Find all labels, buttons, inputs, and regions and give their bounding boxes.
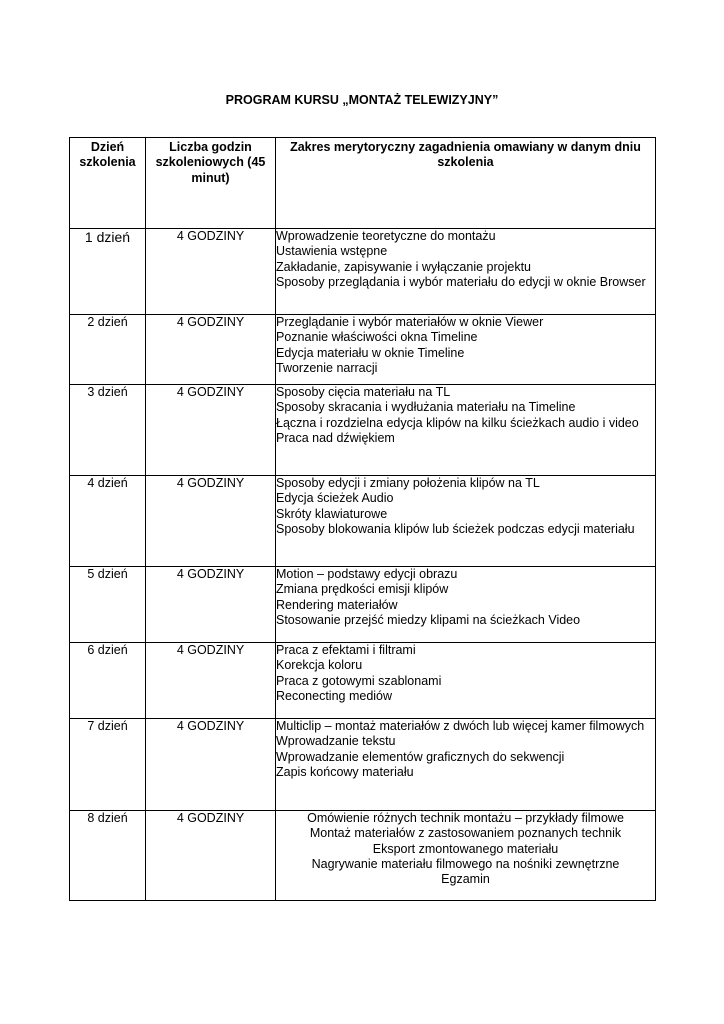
topic-item: Ustawienia wstępne	[276, 244, 388, 259]
course-program-table	[69, 137, 656, 901]
topics-cell	[276, 567, 656, 643]
topic-item: Sposoby blokowania klipów lub ścieżek podczas edycji materiału	[276, 521, 635, 536]
topic-item: Sposoby skracania i wydłużania materiału na Timeline	[276, 400, 576, 415]
table-row	[70, 719, 656, 811]
day-cell: 1 dzień	[70, 229, 146, 315]
topic-item: Zmiana prędkości emisji klipów	[276, 582, 449, 597]
table-row	[70, 567, 656, 643]
topic-item: Skróty klawiaturowe	[276, 506, 388, 521]
topics-cell	[276, 385, 656, 476]
table-row	[70, 643, 656, 719]
topic-item: Wprowadzanie elementów graficznych do sekwencji	[276, 749, 565, 764]
topic-item: Montaż materiałów z zastosowaniem poznanych technik	[309, 826, 622, 841]
topic-item: Praca z efektami i filtrami	[276, 643, 416, 657]
topic-item: Multiclip – montaż materiałów z dwóch lub więcej kamer filmowych	[276, 719, 645, 733]
topic-item: Praca nad dźwiękiem	[276, 430, 395, 445]
topic-item: Sposoby cięcia materiału na TL	[276, 385, 451, 399]
day-cell: 2 dzień	[70, 315, 146, 385]
topic-item: Stosowanie przejść miedzy klipami na ścieżkach Video	[276, 612, 581, 627]
topic-item: Praca z gotowymi szablonami	[276, 673, 442, 688]
table-row	[70, 476, 656, 567]
hours-cell: 4 GODZINY	[146, 643, 276, 719]
topic-item: Edycja materiału w oknie Timeline	[276, 345, 465, 360]
hours-cell: 4 GODZINY	[146, 315, 276, 385]
day-cell: 5 dzień	[70, 567, 146, 643]
topic-item: Zapis końcowy materiału	[276, 764, 414, 779]
header-day: Dzień szkolenia	[70, 138, 146, 229]
table-row	[70, 315, 656, 385]
table-header-row	[70, 138, 656, 229]
topic-item: Sposoby przeglądania i wybór materiału do edycji w oknie Browser	[276, 274, 646, 289]
topic-item: Łączna i rozdzielna edycja klipów na kilku ścieżkach audio i video	[276, 415, 639, 430]
header-topics: Zakres merytoryczny zagadnienia omawiany w danym dniu szkolenia	[276, 138, 656, 229]
day-cell: 6 dzień	[70, 643, 146, 719]
topic-item: Rendering materiałów	[276, 597, 398, 612]
topic-item: Wprowadzenie teoretyczne do montażu	[276, 229, 496, 243]
day-cell: 7 dzień	[70, 719, 146, 811]
day-cell: 4 dzień	[70, 476, 146, 567]
hours-cell: 4 GODZINY	[146, 811, 276, 901]
topic-item: Reconecting mediów	[276, 688, 393, 703]
topic-item: Tworzenie narracji	[276, 360, 378, 375]
topics-cell	[276, 719, 656, 811]
page-title: PROGRAM KURSU „MONTAŻ TELEWIZYJNY”	[225, 93, 499, 107]
topics-cell	[276, 476, 656, 567]
topic-item: Nagrywanie materiału filmowego na nośniki zewnętrzne	[311, 856, 620, 871]
topics-cell	[276, 643, 656, 719]
hours-cell: 4 GODZINY	[146, 476, 276, 567]
topic-item: Motion – podstawy edycji obrazu	[276, 567, 458, 581]
topic-item: Zakładanie, zapisywanie i wyłączanie projektu	[276, 259, 531, 274]
table-row	[70, 385, 656, 476]
hours-cell: 4 GODZINY	[146, 719, 276, 811]
topic-item: Egzamin	[441, 872, 490, 887]
topic-item: Poznanie właściwości okna Timeline	[276, 330, 478, 345]
topics-cell	[276, 229, 656, 315]
table-row	[70, 811, 656, 901]
table-row	[70, 229, 656, 315]
day-cell: 8 dzień	[70, 811, 146, 901]
header-hours: Liczba godzin szkoleniowych (45 minut)	[146, 138, 276, 229]
topics-cell	[276, 315, 656, 385]
topic-item: Omówienie różnych technik montażu – przykłady filmowe	[307, 811, 624, 825]
topic-item: Edycja ścieżek Audio	[276, 491, 394, 506]
topics-cell	[276, 811, 656, 901]
topic-item: Przeglądanie i wybór materiałów w oknie Viewer	[276, 315, 544, 329]
hours-cell: 4 GODZINY	[146, 567, 276, 643]
topic-item: Korekcja koloru	[276, 658, 363, 673]
day-cell: 3 dzień	[70, 385, 146, 476]
hours-cell: 4 GODZINY	[146, 385, 276, 476]
topic-item: Wprowadzanie tekstu	[276, 734, 396, 749]
topic-item: Eksport zmontowanego materiału	[372, 841, 559, 856]
hours-cell: 4 GODZINY	[146, 229, 276, 315]
topic-item: Sposoby edycji i zmiany położenia klipów na TL	[276, 476, 540, 490]
